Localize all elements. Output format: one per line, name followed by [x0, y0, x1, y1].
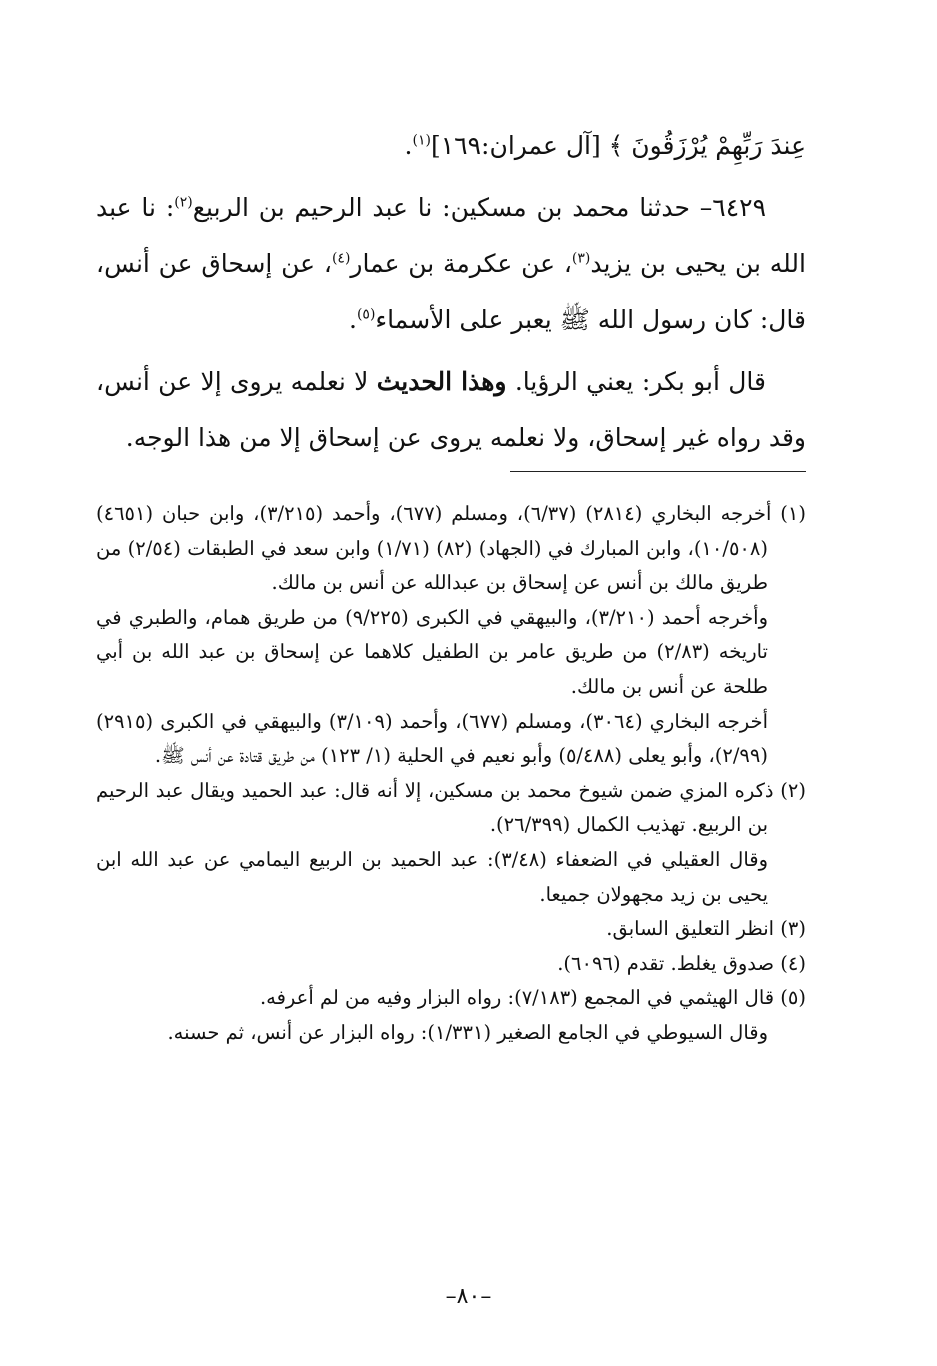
- footnote-divider: [510, 471, 806, 472]
- hadith-chain-1: ٦٤٢٩– حدثنا محمد بن مسكين: نا عبد الرحيم بن الربيع: [192, 193, 766, 222]
- footnote-ref-2: (٢): [174, 194, 193, 211]
- footnote-ref-5: (٥): [356, 306, 376, 323]
- verse-end: .: [404, 131, 413, 160]
- footnote-5-cont: وقال السيوطي في الجامع الصغير (١/٣٣١): رواه البزار عن أنس، ثم حسنه.: [167, 1020, 768, 1044]
- commentary-paragraph: [96, 354, 806, 466]
- commentary-bold: وهذا الحديث: [376, 367, 507, 396]
- footnote-2-cont: وقال العقيلي في الضعفاء (٣/٤٨): عبد الحميد بن الربيع اليمامي عن عبد الله ابن يحيى بن زيد مجهولان جميعا.: [96, 847, 768, 906]
- hadith-paragraph: [96, 180, 806, 348]
- hadith-chain-3: ، عن عكرمة بن عمار: [350, 249, 572, 278]
- verse-line: [96, 118, 806, 174]
- footnote-1: (١) أخرجه البخاري (٢٨١٤) (٦/٣٧)، ومسلم (٦٧٧)، وأحمد (٣/٢١٥)، وابن حبان (٤٦٥١) (١٠/٥٠٨)، وابن المبارك في (الجهاد) (٨٢) (١/٧١) وابن سعد في الطبقات (٢/٥٤) من طريق مالك بن أنس عن إسحاق بن عبدالله عن أنس بن مالك.: [96, 502, 806, 595]
- footnote-4: (٤) صدوق يغلط. تقدم (٦٠٩٦).: [557, 951, 806, 975]
- hadith-chain-2: : نا عبد الله بن يحيى بن يزيد: [96, 193, 806, 278]
- verse-text: عِندَ رَبِّهِمْ يُرْزَقُونَ ﴾ [آل عمران:١٦٩]: [430, 131, 806, 160]
- footnote-2: (٢) ذكره المزي ضمن شيوخ محمد بن مسكين، إلا أنه قال: عبد الحميد ويقال عبد الرحيم بن الربيع. تهذيب الكمال (٢٦/٣٩٩).: [96, 778, 806, 837]
- footnote-ref-1: (١): [412, 132, 431, 149]
- footnote-5: (٥) قال الهيثمي في المجمع (٧/١٨٣): رواه البزار وفيه من لم أعرفه.: [259, 986, 806, 1010]
- footnote-ref-4: (٤): [331, 250, 351, 267]
- main-text-block: [96, 118, 806, 472]
- footnote-1-cont-1: وأخرجه أحمد (٣/٢١٠)، والبيهقي في الكبرى (٩/٢٢٥) من طريق همام، والطبري في تاريخه (٢/٨٣) من طريق عامر بن الطفيل كلاهما عن إسحاق بن عبد الله بن أبي طلحة عن أنس بن مالك.: [96, 605, 768, 698]
- page-number: –٨٠–: [445, 1284, 492, 1309]
- hadith-chain-4: ، عن إسحاق عن أنس، قال: كان رسول الله ﷺ يعبر على الأسماء: [96, 249, 806, 334]
- footnote-1-cont-2: أخرجه البخاري (٣٠٦٤)، ومسلم (٦٧٧)، وأحمد (٣/١٠٩) والبيهقي في الكبرى (٢٩١٥) (٢/٩٩)، وأبو يعلى (٥/٤٨٨) وأبو نعيم في الحلية (١/ ١٢٣) من طريق قتادة عن أنس ﷺ.: [96, 709, 768, 768]
- commentary-start: قال أبو بكر: يعني الرؤيا.: [506, 367, 767, 396]
- footnotes-block: [96, 497, 806, 1051]
- hadith-chain-end: .: [349, 305, 357, 334]
- commentary-end: لا نعلمه يروى إلا عن أنس، وقد رواه غير إسحاق، ولا نعلمه يروى عن إسحاق إلا من هذا الوجه.: [96, 367, 806, 452]
- footnote-3: (٣) انظر التعليق السابق.: [606, 917, 806, 941]
- footnote-ref-3: (٣): [571, 250, 591, 267]
